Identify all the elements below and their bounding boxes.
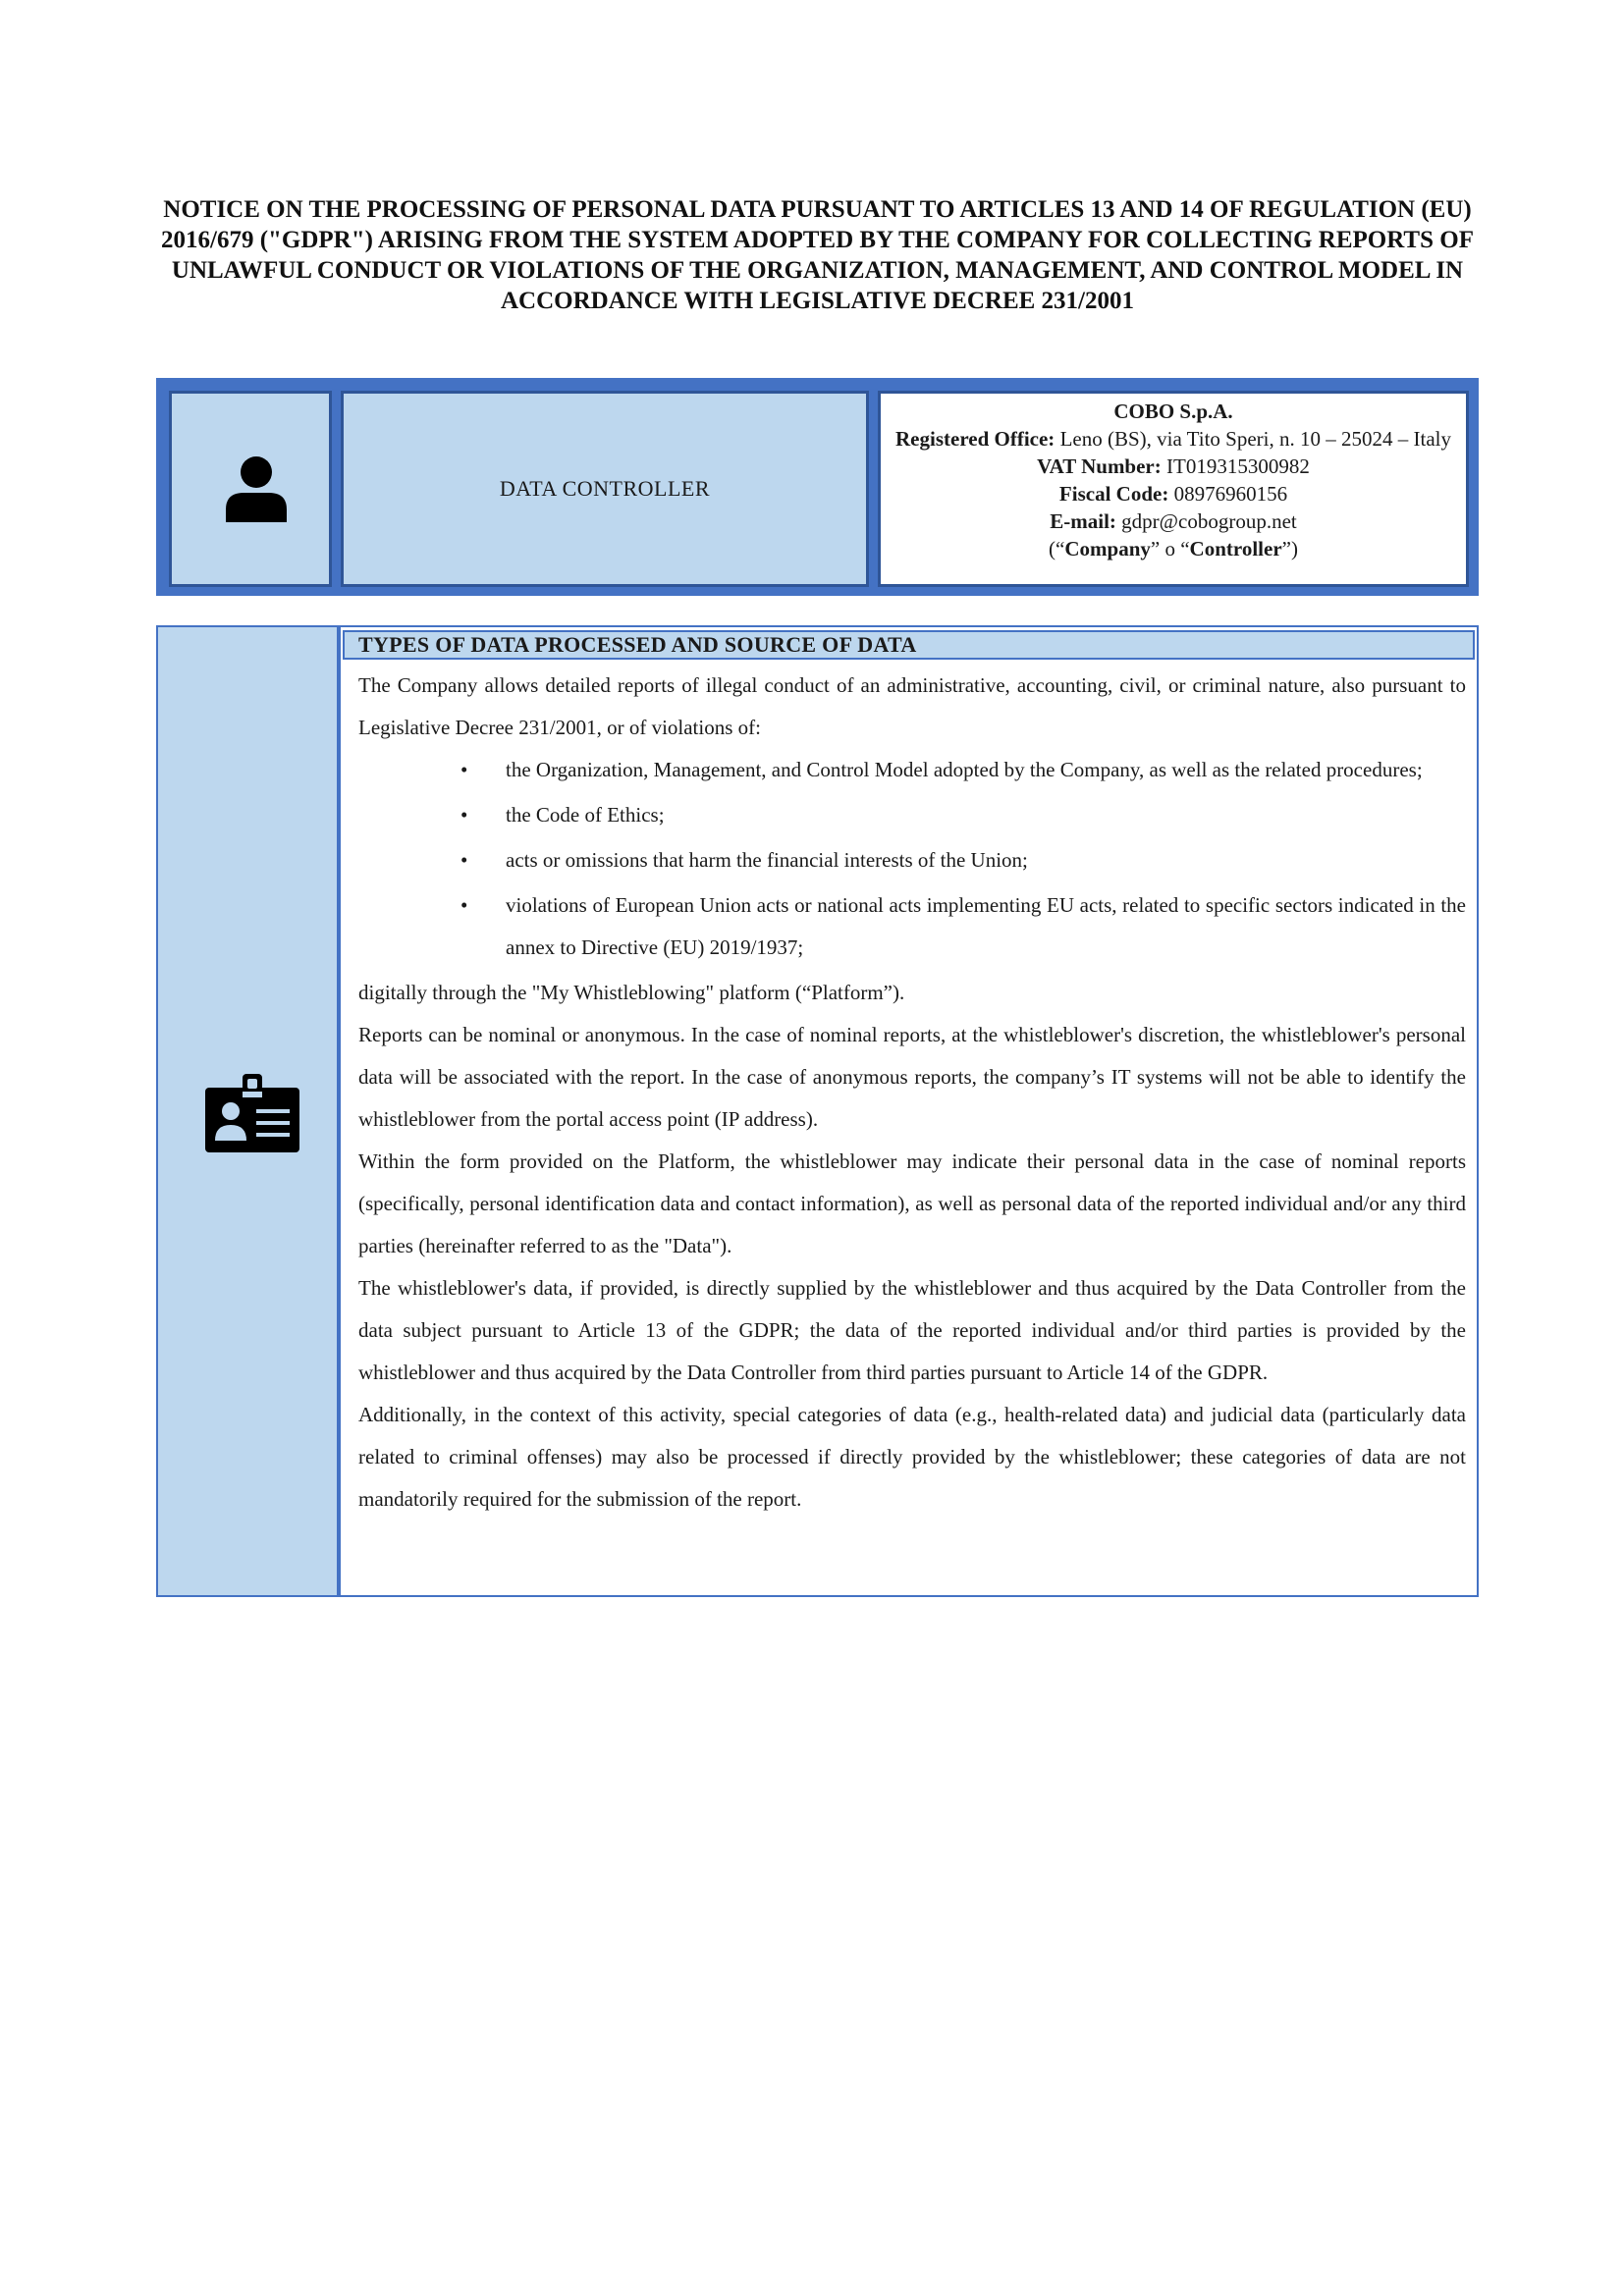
types-icon-cell (158, 627, 341, 1595)
alias-mid: ” o “ (1150, 537, 1190, 561)
fiscal-value: 08976960156 (1173, 482, 1288, 506)
source-paragraph: The whistleblower's data, if provided, is directly supplied by the whistleblower and thus acquired by the Data Controller from the data subject pursuant to Article 13 of the GDPR; the data of the reported individual and/or third parties is provided by the whistleblower and thus acquired by the Data Controller from third parties pursuant to Article 14 of the GDPR. (358, 1276, 1466, 1384)
registered-office-label: Registered Office: (895, 427, 1056, 451)
list-item (358, 839, 1466, 881)
id-card-icon (205, 1074, 299, 1152)
special-categories-paragraph: Additionally, in the context of this activity, special categories of data (e.g., health-related data) and judicial data (particularly data related to criminal offenses) may also be processed if directly provided by the whistleblower; these categories of data are not mandatorily required for the submission of the report. (358, 1403, 1466, 1511)
email-label: E-mail: (1050, 509, 1116, 533)
violations-list (358, 749, 1466, 969)
data-controller-table (156, 378, 1479, 596)
list-item (358, 749, 1466, 791)
fiscal-label: Fiscal Code: (1058, 482, 1169, 506)
company-name: COBO S.p.A. (1113, 400, 1233, 423)
email-value[interactable]: gdpr@cobogroup.net (1121, 509, 1297, 533)
list-item (358, 884, 1466, 969)
bullet: • (460, 758, 468, 781)
vat-value: IT019315300982 (1166, 454, 1310, 478)
list-item-text: acts or omissions that harm the financial interests of the Union; (506, 848, 1028, 872)
data-controller-label: DATA CONTROLLER (341, 391, 869, 587)
bullet: • (460, 893, 468, 917)
vat-label: VAT Number: (1037, 454, 1162, 478)
list-item-text: the Organization, Management, and Control Model adopted by the Company, as well as the related procedures; (506, 758, 1423, 781)
alias-open: (“ (1049, 537, 1065, 561)
list-item (358, 794, 1466, 836)
form-paragraph: Within the form provided on the Platform, the whistleblower may indicate their personal data in the case of nominal reports (specifically, personal identification data and contact information), as well as personal data of the reported individual and/or any third parties (hereinafter referred to as the "Data"). (358, 1149, 1466, 1257)
types-content-cell (341, 627, 1477, 1595)
platform-line: digitally through the "My Whistleblowing" platform (“Platform”). (358, 981, 905, 1004)
alias-controller: Controller (1189, 537, 1282, 561)
registered-office (881, 425, 1466, 453)
fiscal-code (881, 480, 1466, 507)
controller-alias (881, 535, 1466, 562)
list-item-text: violations of European Union acts or national acts implementing EU acts, related to specific sectors indicated in the annex to Directive (EU) 2019/1937; (506, 893, 1466, 959)
controller-icon-cell (169, 391, 332, 587)
person-icon (224, 455, 289, 522)
list-item-text: the Code of Ethics; (506, 803, 665, 827)
page-title: NOTICE ON THE PROCESSING OF PERSONAL DATA PURSUANT TO ARTICLES 13 AND 14 OF REGULATION (EU) 2016/679 ("GDPR") ARISING FROM THE SYSTEM ADOPTED BY THE COMPANY FOR COLLECTING REPORTS OF UNLAWFUL CONDUCT OR VIOLATIONS OF THE ORGANIZATION, MANAGEMENT, AND CONTROL MODEL IN ACCORDANCE WITH LEGISLATIVE DECREE 231/2001 (161, 196, 1474, 314)
types-of-data-table (156, 625, 1479, 1597)
reports-paragraph: Reports can be nominal or anonymous. In the case of nominal reports, at the whistleblower's discretion, the whistleblower's personal data will be associated with the report. In the case of anonymous reports, the company’s IT systems will not be able to identify the whistleblower from the portal access point (IP address). (358, 1023, 1466, 1131)
alias-company: Company (1064, 537, 1151, 561)
types-header: TYPES OF DATA PROCESSED AND SOURCE OF DATA (343, 630, 1475, 660)
vat-number (881, 453, 1466, 480)
controller-details (878, 391, 1469, 587)
types-body (358, 665, 1466, 1521)
alias-close: ”) (1281, 537, 1298, 561)
bullet: • (460, 803, 468, 827)
registered-office-value: Leno (BS), via Tito Speri, n. 10 – 25024 – Italy (1059, 427, 1451, 451)
intro-paragraph: The Company allows detailed reports of illegal conduct of an administrative, accounting, civil, or criminal nature, also pursuant to Legislative Decree 231/2001, or of violations of: (358, 673, 1466, 739)
email (881, 507, 1466, 535)
bullet: • (460, 848, 468, 872)
